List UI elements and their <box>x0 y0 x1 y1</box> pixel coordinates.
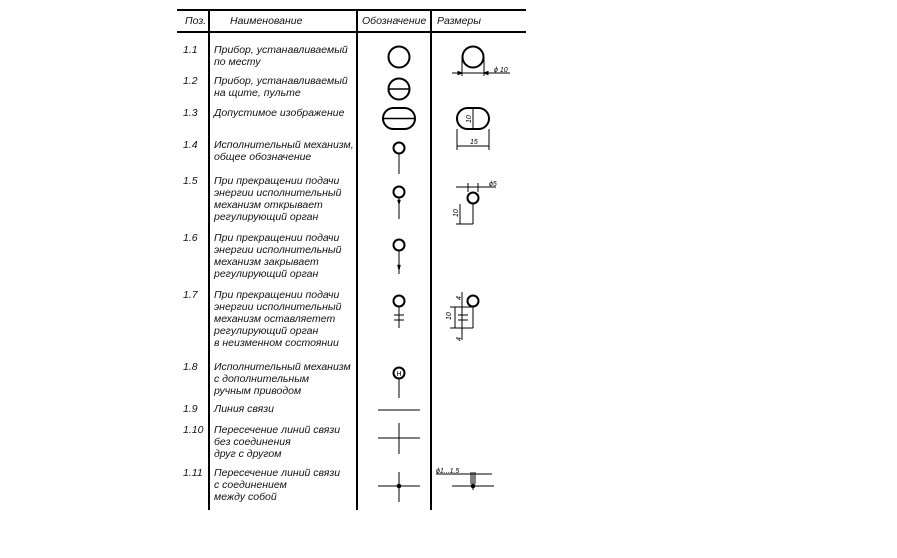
row-name: Пересечение линий связи с соединением между собой <box>214 467 341 503</box>
cross-no-join-icon <box>378 423 420 454</box>
header-dims: Размеры <box>437 15 481 27</box>
dim-sketch-7 <box>450 292 479 340</box>
row-pos: 1.9 <box>183 403 198 415</box>
actuator-closes-icon <box>394 240 405 275</box>
row-name: Исполнительный механизм с дополнительным ручным приводом <box>214 361 351 397</box>
dim-sketch-5 <box>456 183 496 224</box>
circle-device-icon <box>389 47 410 68</box>
dim-label: 10 <box>466 115 473 123</box>
header-symbol: Обозначение <box>362 15 427 27</box>
cross-join-icon <box>378 472 420 502</box>
row-pos: 1.8 <box>183 361 198 373</box>
row-name: При прекращении подачи энергии исполнительный механизм оставляетет регулирующий орган в неизменном состоянии <box>214 289 342 349</box>
dim-label: 4 <box>456 337 463 341</box>
row-pos: 1.11 <box>183 467 203 479</box>
svg-text:H: H <box>396 371 402 378</box>
row-pos: 1.10 <box>183 424 204 436</box>
header-pos: Поз. <box>185 15 207 27</box>
row-name: При прекращении подачи энергии исполнительный механизм открывает регулирующий орган <box>214 175 342 223</box>
row-pos: 1.4 <box>183 139 198 151</box>
row-pos: 1.6 <box>183 232 198 244</box>
table-grid <box>177 10 526 510</box>
row-name: При прекращении подачи энергии исполнительный механизм закрывает регулирующий орган <box>214 232 342 280</box>
row-pos: 1.3 <box>183 107 198 119</box>
row-pos: 1.7 <box>183 289 198 301</box>
dim-label: 10 <box>446 312 453 320</box>
row-pos: 1.5 <box>183 175 198 187</box>
dim-label: ϕ1...1,5 <box>436 468 460 475</box>
row-pos: 1.1 <box>183 44 198 56</box>
dim-label: ϕ 10 <box>494 67 508 74</box>
row-pos: 1.2 <box>183 75 198 87</box>
panel-device-icon <box>389 79 410 100</box>
row-name: Исполнительный механизм, общее обозначение <box>214 139 354 163</box>
dim-label: ϕ5 <box>489 181 497 188</box>
actuator-manual-icon <box>394 368 405 399</box>
row-name: Пересечение линий связи без соединения друг с другом <box>214 424 341 460</box>
row-name: Прибор, устанавливаемый на щите, пульте <box>214 75 348 99</box>
actuator-icon <box>394 143 405 175</box>
header-name: Наименование <box>230 15 303 27</box>
row-name: Прибор, устанавливаемый по месту <box>214 44 348 68</box>
dim-label: 10 <box>453 209 460 217</box>
row-name: Линия связи <box>214 403 275 415</box>
actuator-unchanged-icon <box>394 296 405 329</box>
row-name: Допустимое изображение <box>214 107 345 119</box>
dim-label: 4 <box>456 296 463 300</box>
dim-label: 15 <box>470 139 478 146</box>
actuator-opens-icon <box>394 187 405 220</box>
oblong-device-icon <box>383 108 415 129</box>
